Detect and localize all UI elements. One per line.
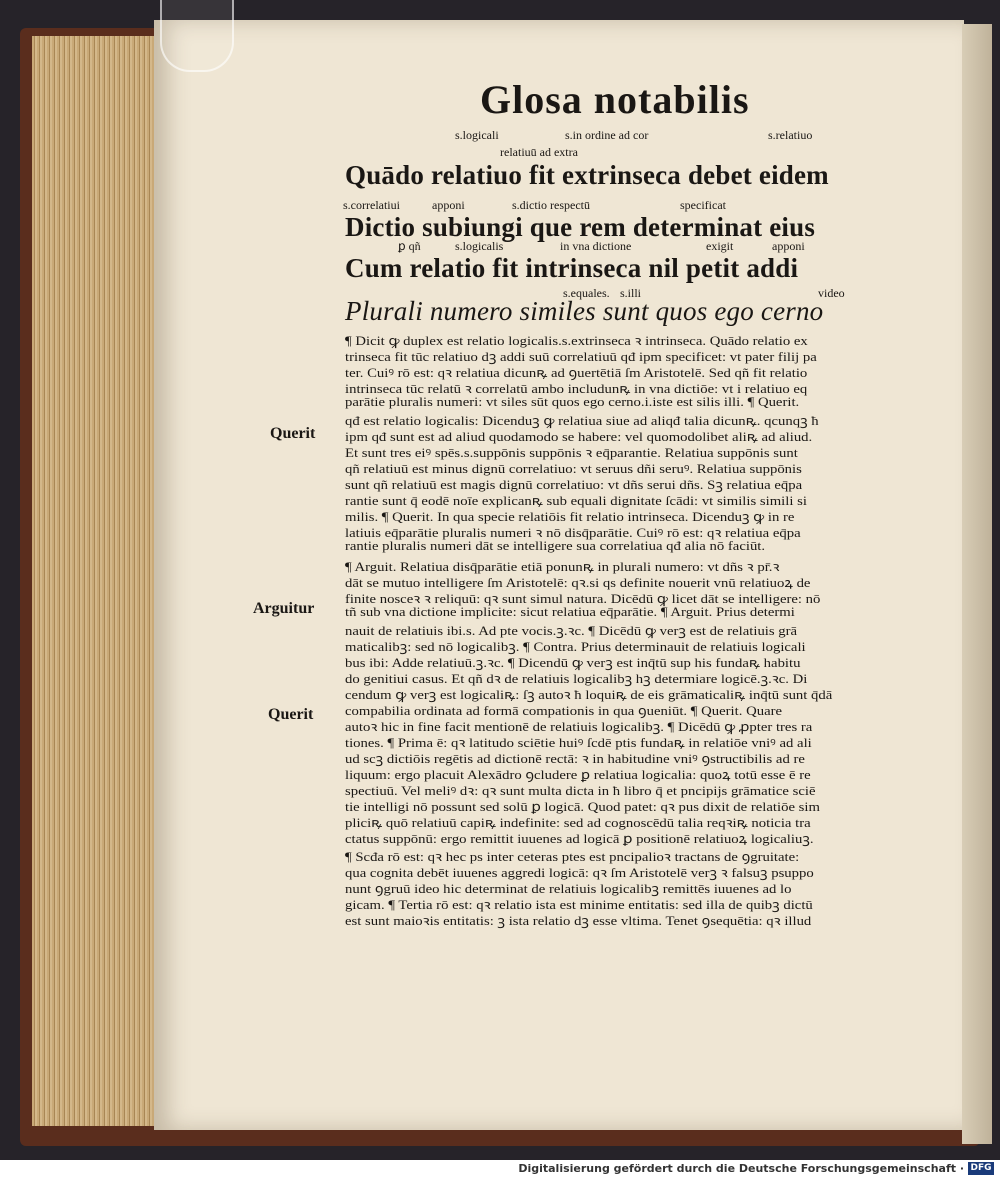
dfg-logo: DFG — [968, 1162, 994, 1175]
commentary-line: do genitiui casus. Et qñ dꝛ de relatiuis logicalibꝫ hꝫ determiare logicē.ꝫ.ꝛc. Di — [345, 672, 808, 686]
commentary-line: ter. Cuiꝰ rō est: qꝛ relatiua dicunꝶ ad ꝯuertētiā ſm Aristotelē. Sed qñ fit relatio — [345, 366, 808, 380]
gloss-text: s.equales. — [563, 286, 610, 300]
gloss-text: in vna dictione — [560, 239, 632, 253]
gloss-text: exigit — [706, 239, 734, 253]
commentary-line: ipm qđ sunt est ad aliud quodamodo se habere: vel quomodolibet aliꝶ ad aliud. — [345, 430, 813, 444]
gloss-text: ꝑ qñ — [398, 239, 421, 253]
commentary-line: bus ibi: Adde relatiuū.ꝫ.ꝛc. ¶ Dicendū ꝙ verꝫ est inq̄tū sup his fundaꝶ habitu — [345, 656, 801, 670]
commentary-line: liquum: ergo placuit Alexādro ꝯcludere ꝑ relatiua logicalia: quoꝝ totū esse ē re — [345, 768, 811, 782]
commentary-line: nunt ꝯgruū ideo hic determinat de relatiuis logicalibꝫ remittēs iuuenes ad lo — [345, 882, 792, 896]
page-title: Glosa notabilis — [480, 77, 750, 122]
gloss-text: s.dictio respectū — [512, 198, 590, 212]
footer-credit: Digitalisierung gefördert durch die Deutsche Forschungsgemeinschaft · — [518, 1162, 964, 1175]
gloss-text: s.illi — [620, 286, 642, 300]
commentary-line: ¶ Arguit. Relatiua disq̄parātie etiā ponunꝶ in plurali numero: vt dñs ꝛ pr̄.ꝛ — [345, 560, 780, 574]
commentary-line: tie intelligi nō possunt sed solū ꝑ logicā. Quod patet: qꝛ pus dixit de relatiōe sim — [345, 800, 820, 814]
commentary-line: est sunt maioꝛis entitatis: ꝫ ista relatio dꝫ esse vltima. Tenet ꝯsequētia: qꝛ illud — [345, 914, 812, 928]
page-clip — [160, 0, 234, 72]
commentary-line: ¶ Scđa rō est: qꝛ hec ps inter ceteras ptes est pncipalioꝛ tractans de ꝯgruitate: — [345, 850, 800, 864]
commentary-line: finite nosceꝛ ꝛ reliquū: qꝛ sunt simul natura. Dicēdū ꝙ licet dāt se intelligere: nō — [345, 592, 821, 606]
verse-line: Dictio subiungi que rem determinat eius — [345, 212, 816, 242]
commentary-line: intrinseca tūc relatū ꝛ correlatū ambo includunꝶ in vna dictiōe: vt i relatiuo eq — [345, 382, 808, 396]
verse-line: Cum relatio fit intrinseca nil petit addi — [345, 253, 799, 283]
commentary-line: trinseca fit tūc relatiuo dꝫ addi suū correlatiuū qđ ipm specificet: vt pater filij pa — [345, 350, 817, 364]
page-edges — [32, 36, 156, 1126]
gloss-text: apponi — [772, 239, 805, 253]
gloss-text: s.logicali — [455, 128, 499, 142]
commentary-line: milis. ¶ Querit. In qua specie relatiōis fit relatio intrinseca. Dicenduꝫ ꝙ in re — [345, 510, 795, 524]
gloss-text: s.relatiuo — [768, 128, 813, 142]
margin-note-querit: Querit — [270, 425, 316, 442]
commentary-line: ¶ Dicit ꝙ duplex est relatio logicalis.s.extrinseca ꝛ intrinseca. Quādo relatio ex — [345, 334, 808, 348]
gloss-text: specificat — [680, 198, 726, 212]
commentary-line: rantie pluralis numeri dāt se intelligere sua correlatiua qđ alia nō faciūt. — [345, 539, 766, 553]
commentary-line: compabilia ordinata ad formā compationis in qua ꝯueniūt. ¶ Querit. Quare — [345, 704, 783, 718]
gloss-text: s.in ordine ad cor — [565, 128, 649, 142]
gloss-text: apponi — [432, 198, 465, 212]
gloss-text: s.logicalis — [455, 239, 504, 253]
commentary-line: gicam. ¶ Tertia rō est: qꝛ relatio ista est minime entitatis: sed illa de quibꝫ dictū — [345, 898, 813, 912]
verse-line: Quādo relatiuo fit extrinseca debet eidem — [345, 160, 829, 190]
commentary-line: rantie sunt q̄ eodē noīe explicanꝶ sub equali dignitate ſcādi: vt similis simili si — [345, 494, 807, 508]
commentary-line: parātie pluralis numeri: vt siles sūt quos ego cerno.i.iste est silis illi. ¶ Querit. — [345, 395, 800, 409]
commentary-line: dāt se mutuo intelligere ſm Aristotelē: qꝛ.si qs definite nouerit vnū relatiuoꝝ de — [345, 576, 811, 590]
gloss-text: relatiuū ad extra — [500, 145, 578, 159]
facing-page-edge — [962, 24, 992, 1144]
margin-note-arguitur: Arguitur — [253, 600, 315, 617]
commentary-line: maticalibꝫ: sed nō logicalibꝫ. ¶ Contra. Prius determinauit de relatiuis logicali — [345, 640, 806, 654]
commentary-line: qua cognita debēt iuuenes aggredi logicā: qꝛ ſm Aristotelē verꝫ ꝛ falsuꝫ psuppo — [345, 866, 814, 880]
margin-note-querit: Querit — [268, 706, 314, 723]
commentary-line: tiones. ¶ Prima ē: qꝛ latitudo sciētie huiꝰ ſcdē ptis fundaꝶ in relatiōe vniꝰ ad ali — [345, 736, 812, 750]
commentary-line: sunt qñ relatiuū est magis dignū correlatiuo: vt dñs serui dñs. Sꝫ relatiua eq̄pa — [345, 478, 803, 492]
commentary-line: spectiuū. Vel meliꝰ dꝛ: qꝛ sunt multa dicta in ħ libro q̄ et pncipijs grāmatice sciē — [345, 784, 816, 798]
commentary-line: Et sunt tres eiꝰ spēs.s.suppōnis suppōnis ꝛ eq̄parantie. Relatiua suppōnis sunt — [345, 446, 798, 460]
commentary-line: pliciꝶ quō relatiuū capiꝶ indefinite: sed ad cognoscēdū talia reqꝛiꝶ noticia tra — [345, 816, 811, 830]
commentary-line: ctatus suppōnū: ergo remittit iuuenes ad logicā ꝑ positionē relatiuoꝝ logicaliuꝫ. — [345, 832, 814, 846]
commentary-line: qđ est relatio logicalis: Dicenduꝫ ꝙ relatiua siue ad aliqđ talia dicunꝶ. qcunqꝫ ħ — [345, 414, 819, 428]
verse-line: Plurali numero similes sunt quos ego cerno — [345, 296, 824, 326]
commentary-line: tñ sub vna dictione implicite: sicut relatiua eq̄parātie. ¶ Arguit. Prius determi — [345, 605, 795, 619]
commentary-line: nauit de relatiuis ibi.s. Ad pte vocis.ꝫ.ꝛc. ¶ Dicēdū ꝙ verꝫ est de relatiuis grā — [345, 624, 798, 638]
commentary-line: autoꝛ hic in fine facit mentionē de relatiuis logicalibꝫ. ¶ Dicēdū ꝙ ꝓpter tres ra — [345, 720, 813, 734]
commentary-line: latiuis eq̄parātie pluralis numeri ꝛ nō disq̄parātie. Cuiꝰ rō est: qꝛ relatiua eq̄pa — [345, 526, 801, 540]
gloss-text: s.correlatiui — [343, 198, 400, 212]
gloss-text: video — [818, 286, 845, 300]
commentary-line: cendum ꝙ verꝫ est logicaliꝶ: ſꝫ autoꝛ ħ loquiꝶ de eis grāmaticaliꝶ inq̄tū sunt q̄dā — [345, 688, 833, 702]
commentary-line: qñ relatiuū est minus dignū correlatiuo: vt seruus dñi seruꝰ. Relatiua suppōnis — [345, 462, 802, 476]
commentary-line: ud scꝫ dictiōis regētis ad dictionē rectā: ꝛ in habitudine vniꝰ ꝯstructibilis ad re — [345, 752, 805, 766]
